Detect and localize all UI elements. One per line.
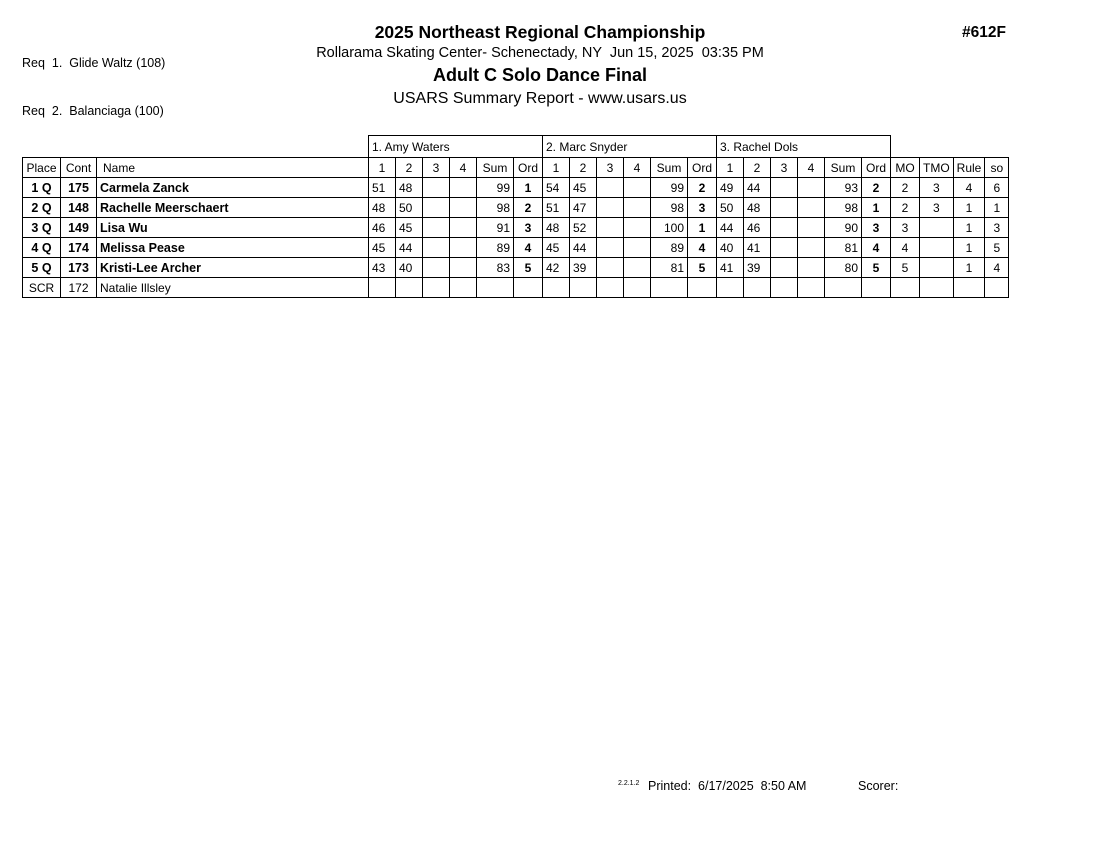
mark-cell bbox=[423, 218, 450, 238]
table-row bbox=[23, 198, 1009, 218]
ordinal-cell bbox=[514, 278, 543, 298]
mark-cell bbox=[798, 238, 825, 258]
sum-cell: 98 bbox=[651, 198, 688, 218]
sum-cell: 100 bbox=[651, 218, 688, 238]
contestant-number-cell: 174 bbox=[61, 238, 97, 258]
mark-cell bbox=[423, 278, 450, 298]
mark-cell bbox=[423, 258, 450, 278]
contestant-number-cell: 173 bbox=[61, 258, 97, 278]
event-title: Adult C Solo Dance Final bbox=[432, 65, 647, 85]
header-j3-mark-3: 3 bbox=[771, 158, 798, 178]
mark-cell: 52 bbox=[570, 218, 597, 238]
contestant-number-cell: 172 bbox=[61, 278, 97, 298]
mark-cell bbox=[624, 178, 651, 198]
tmo-cell: 3 bbox=[920, 198, 954, 218]
mark-cell: 46 bbox=[369, 218, 396, 238]
so-cell bbox=[985, 278, 1009, 298]
sum-cell bbox=[651, 278, 688, 298]
mark-cell bbox=[450, 238, 477, 258]
mark-cell: 40 bbox=[396, 258, 423, 278]
header-j2-mark-3: 3 bbox=[597, 158, 624, 178]
header-j1-sum: Sum bbox=[477, 158, 514, 178]
mark-cell: 41 bbox=[744, 238, 771, 258]
mark-cell bbox=[771, 198, 798, 218]
mark-cell bbox=[597, 258, 624, 278]
req-line-1: Req 1. Glide Waltz (108) bbox=[22, 56, 166, 70]
skater-name-cell: Melissa Pease bbox=[97, 238, 369, 258]
tmo-cell bbox=[920, 258, 954, 278]
header-j3-sum: Sum bbox=[825, 158, 862, 178]
mark-cell bbox=[450, 178, 477, 198]
contestant-number-cell: 175 bbox=[61, 178, 97, 198]
header-j3-mark-1: 1 bbox=[717, 158, 744, 178]
sum-cell: 83 bbox=[477, 258, 514, 278]
ordinal-cell bbox=[862, 278, 891, 298]
sum-cell: 91 bbox=[477, 218, 514, 238]
championship-title: 2025 Northeast Regional Championship bbox=[374, 22, 706, 42]
printed-value: 6/17/2025 8:50 AM bbox=[698, 779, 807, 793]
sum-cell: 81 bbox=[825, 238, 862, 258]
sum-cell: 89 bbox=[477, 238, 514, 258]
mark-cell: 44 bbox=[570, 238, 597, 258]
mark-cell bbox=[450, 198, 477, 218]
ordinal-cell bbox=[688, 278, 717, 298]
so-cell: 6 bbox=[985, 178, 1009, 198]
mark-cell bbox=[597, 278, 624, 298]
header-j3-mark-2: 2 bbox=[744, 158, 771, 178]
mark-cell: 45 bbox=[396, 218, 423, 238]
ordinal-cell: 3 bbox=[514, 218, 543, 238]
mo-cell: 5 bbox=[891, 258, 920, 278]
mark-cell: 48 bbox=[369, 198, 396, 218]
venue-datetime: Rollarama Skating Center- Schenectady, NY Jun 15, 2025 03:35 PM bbox=[316, 45, 764, 61]
mark-cell bbox=[798, 278, 825, 298]
header-rule: Rule bbox=[953, 158, 985, 178]
mark-cell: 44 bbox=[717, 218, 744, 238]
header-mo: MO bbox=[891, 158, 920, 178]
sum-cell: 98 bbox=[477, 198, 514, 218]
sum-cell: 80 bbox=[825, 258, 862, 278]
mark-cell bbox=[771, 178, 798, 198]
skater-name-cell: Rachelle Meerschaert bbox=[97, 198, 369, 218]
sum-cell: 93 bbox=[825, 178, 862, 198]
ordinal-cell: 5 bbox=[688, 258, 717, 278]
ordinal-cell: 1 bbox=[514, 178, 543, 198]
header-cont: Cont bbox=[61, 158, 97, 178]
mark-cell: 51 bbox=[369, 178, 396, 198]
table-row bbox=[23, 238, 1009, 258]
header-so: so bbox=[985, 158, 1009, 178]
place-cell: 4 Q bbox=[23, 238, 61, 258]
place-cell: 3 Q bbox=[23, 218, 61, 238]
place-cell: 2 Q bbox=[23, 198, 61, 218]
mark-cell bbox=[771, 278, 798, 298]
sum-cell: 81 bbox=[651, 258, 688, 278]
mark-cell bbox=[369, 278, 396, 298]
header-j1-mark-3: 3 bbox=[423, 158, 450, 178]
report-header bbox=[0, 22, 1080, 110]
mark-cell bbox=[423, 238, 450, 258]
tmo-cell bbox=[920, 238, 954, 258]
header-j1-mark-4: 4 bbox=[450, 158, 477, 178]
mark-cell bbox=[570, 278, 597, 298]
header-j1-mark-1: 1 bbox=[369, 158, 396, 178]
header-j2-mark-1: 1 bbox=[543, 158, 570, 178]
mark-cell: 49 bbox=[717, 178, 744, 198]
ordinal-cell: 1 bbox=[862, 198, 891, 218]
so-cell: 1 bbox=[985, 198, 1009, 218]
mark-cell: 44 bbox=[396, 238, 423, 258]
place-cell: 5 Q bbox=[23, 258, 61, 278]
mark-cell bbox=[771, 258, 798, 278]
header-j1-ord: Ord bbox=[514, 158, 543, 178]
mark-cell bbox=[624, 238, 651, 258]
judge-header-row bbox=[23, 136, 1009, 158]
mo-cell bbox=[891, 278, 920, 298]
mark-cell: 42 bbox=[543, 258, 570, 278]
scorer-label: Scorer: bbox=[858, 779, 899, 793]
table-row bbox=[23, 278, 1009, 298]
event-number: #612F bbox=[962, 24, 1006, 41]
mark-cell: 50 bbox=[717, 198, 744, 218]
mark-cell: 48 bbox=[744, 198, 771, 218]
skater-name-cell: Kristi-Lee Archer bbox=[97, 258, 369, 278]
mark-cell bbox=[543, 278, 570, 298]
mo-cell: 3 bbox=[891, 218, 920, 238]
mark-cell bbox=[396, 278, 423, 298]
mark-cell: 39 bbox=[570, 258, 597, 278]
ordinal-cell: 1 bbox=[688, 218, 717, 238]
mark-cell bbox=[717, 278, 744, 298]
mark-cell bbox=[624, 218, 651, 238]
rule-cell: 1 bbox=[953, 218, 985, 238]
mark-cell bbox=[423, 178, 450, 198]
skater-name-cell: Natalie Illsley bbox=[97, 278, 369, 298]
sum-cell: 99 bbox=[477, 178, 514, 198]
header-j2-mark-2: 2 bbox=[570, 158, 597, 178]
so-cell: 3 bbox=[985, 218, 1009, 238]
ordinal-cell: 3 bbox=[688, 198, 717, 218]
mo-cell: 4 bbox=[891, 238, 920, 258]
ordinal-cell: 2 bbox=[514, 198, 543, 218]
ordinal-cell: 2 bbox=[862, 178, 891, 198]
sum-cell: 90 bbox=[825, 218, 862, 238]
sum-cell bbox=[825, 278, 862, 298]
so-cell: 4 bbox=[985, 258, 1009, 278]
mark-cell bbox=[744, 278, 771, 298]
ordinal-cell: 4 bbox=[862, 238, 891, 258]
mark-cell: 50 bbox=[396, 198, 423, 218]
mark-cell bbox=[450, 258, 477, 278]
header-j1-mark-2: 2 bbox=[396, 158, 423, 178]
mark-cell: 48 bbox=[543, 218, 570, 238]
header-tmo: TMO bbox=[920, 158, 954, 178]
rule-cell: 1 bbox=[953, 198, 985, 218]
header-j2-ord: Ord bbox=[688, 158, 717, 178]
mark-cell bbox=[798, 258, 825, 278]
rule-cell: 4 bbox=[953, 178, 985, 198]
sum-cell bbox=[477, 278, 514, 298]
mark-cell: 48 bbox=[396, 178, 423, 198]
printed-label: Printed: bbox=[648, 779, 692, 793]
mark-cell bbox=[771, 238, 798, 258]
judge-1-name: 1. Amy Waters bbox=[369, 136, 543, 158]
req-line-2: Req 2. Balanciaga (100) bbox=[22, 104, 164, 118]
header-j3-mark-4: 4 bbox=[798, 158, 825, 178]
mark-cell bbox=[624, 198, 651, 218]
contestant-number-cell: 148 bbox=[61, 198, 97, 218]
ordinal-cell: 3 bbox=[862, 218, 891, 238]
column-header-row bbox=[23, 158, 1009, 178]
mo-cell: 2 bbox=[891, 198, 920, 218]
place-cell: 1 Q bbox=[23, 178, 61, 198]
contestant-number-cell: 149 bbox=[61, 218, 97, 238]
mark-cell: 45 bbox=[543, 238, 570, 258]
ordinal-cell: 5 bbox=[862, 258, 891, 278]
mark-cell: 47 bbox=[570, 198, 597, 218]
mark-cell bbox=[771, 218, 798, 238]
header-name: Name bbox=[97, 158, 369, 178]
ordinal-cell: 4 bbox=[514, 238, 543, 258]
mark-cell bbox=[597, 238, 624, 258]
mark-cell bbox=[798, 178, 825, 198]
header-j3-ord: Ord bbox=[862, 158, 891, 178]
sum-cell: 99 bbox=[651, 178, 688, 198]
skater-name-cell: Lisa Wu bbox=[97, 218, 369, 238]
mark-cell: 39 bbox=[744, 258, 771, 278]
table-row bbox=[23, 218, 1009, 238]
mark-cell bbox=[423, 198, 450, 218]
mark-cell bbox=[597, 198, 624, 218]
ordinal-cell: 4 bbox=[688, 238, 717, 258]
judge-3-name: 3. Rachel Dols bbox=[717, 136, 891, 158]
report-title: USARS Summary Report - www.usars.us bbox=[393, 90, 687, 107]
tmo-cell: 3 bbox=[920, 178, 954, 198]
sum-cell: 98 bbox=[825, 198, 862, 218]
printed-timestamp bbox=[648, 779, 806, 793]
mark-cell: 45 bbox=[570, 178, 597, 198]
so-cell: 5 bbox=[985, 238, 1009, 258]
skater-name-cell: Carmela Zanck bbox=[97, 178, 369, 198]
mark-cell bbox=[450, 278, 477, 298]
mark-cell: 40 bbox=[717, 238, 744, 258]
mark-cell bbox=[624, 258, 651, 278]
header-j2-sum: Sum bbox=[651, 158, 688, 178]
header-place: Place bbox=[23, 158, 61, 178]
mark-cell: 54 bbox=[543, 178, 570, 198]
place-cell: SCR bbox=[23, 278, 61, 298]
table-row bbox=[23, 178, 1009, 198]
rule-cell: 1 bbox=[953, 258, 985, 278]
mark-cell: 46 bbox=[744, 218, 771, 238]
judge-row-left-spacer bbox=[23, 136, 369, 158]
tmo-cell bbox=[920, 278, 954, 298]
sum-cell: 89 bbox=[651, 238, 688, 258]
mark-cell bbox=[624, 278, 651, 298]
rule-cell bbox=[953, 278, 985, 298]
mark-cell: 51 bbox=[543, 198, 570, 218]
mark-cell bbox=[597, 178, 624, 198]
rule-cell: 1 bbox=[953, 238, 985, 258]
mark-cell bbox=[450, 218, 477, 238]
mark-cell bbox=[798, 198, 825, 218]
version-text: 2.2.1.2 bbox=[618, 780, 640, 787]
mark-cell bbox=[798, 218, 825, 238]
mark-cell: 45 bbox=[369, 238, 396, 258]
mark-cell: 41 bbox=[717, 258, 744, 278]
judge-2-name: 2. Marc Snyder bbox=[543, 136, 717, 158]
mo-cell: 2 bbox=[891, 178, 920, 198]
table-row bbox=[23, 258, 1009, 278]
mark-cell: 44 bbox=[744, 178, 771, 198]
mark-cell bbox=[597, 218, 624, 238]
results-table bbox=[22, 135, 1009, 298]
ordinal-cell: 2 bbox=[688, 178, 717, 198]
ordinal-cell: 5 bbox=[514, 258, 543, 278]
mark-cell: 43 bbox=[369, 258, 396, 278]
header-j2-mark-4: 4 bbox=[624, 158, 651, 178]
judge-row-right-spacer bbox=[891, 136, 1009, 158]
tmo-cell bbox=[920, 218, 954, 238]
